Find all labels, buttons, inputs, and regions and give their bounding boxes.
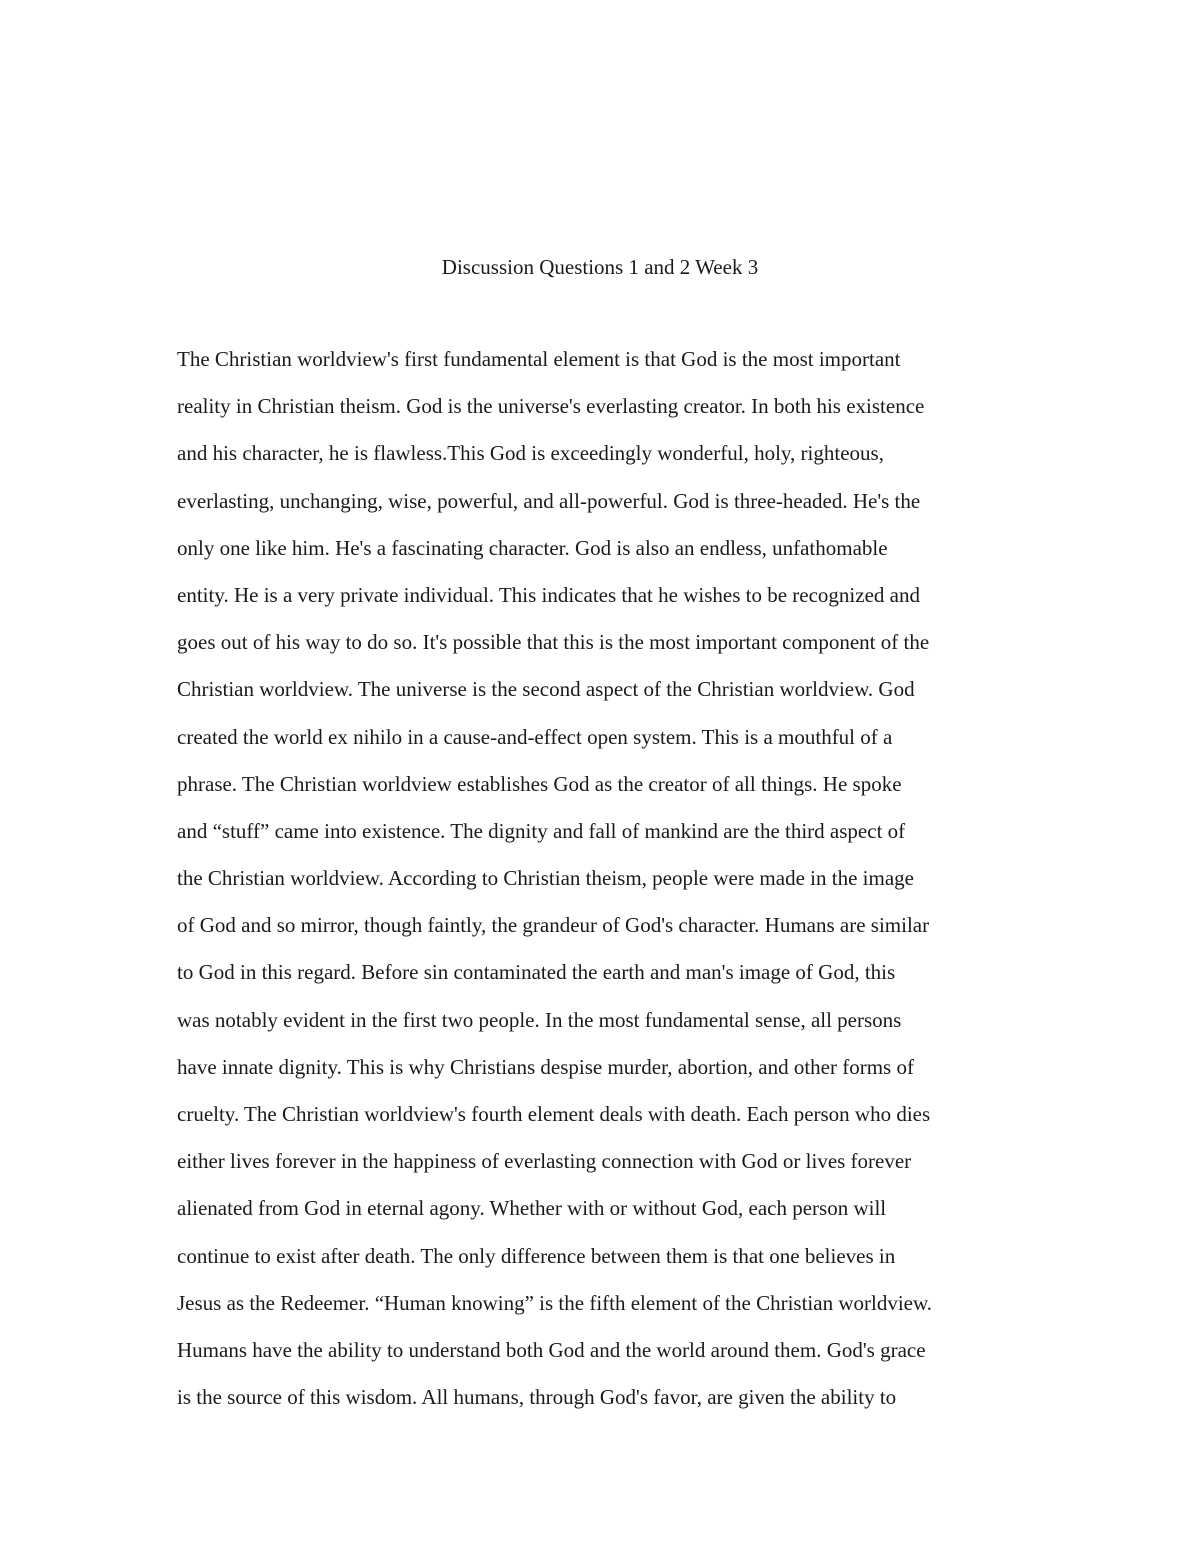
body-text-line: Humans have the ability to understand both God and the world around them. God's grace [177,1337,926,1362]
body-text-line: phrase. The Christian worldview establishes God as the creator of all things. He spoke [177,771,902,796]
body-text-line: cruelty. The Christian worldview's fourth element deals with death. Each person who dies [177,1102,931,1126]
body-text-line: continue to exist after death. The only difference between them is that one believes in [177,1243,896,1268]
body-text-line: the Christian worldview. According to Christian theism, people were made in the image [177,866,914,891]
body-text-line: and his character, he is flawless.This God is exceedingly wonderful, holy, righteous, [177,441,884,466]
body-text-line: was notably evident in the first two people. In the most fundamental sense, all persons [177,1007,902,1032]
body-text-line: is the source of this wisdom. All humans, through God's favor, are given the ability to [177,1385,897,1410]
document-title: Discussion Questions 1 and 2 Week 3 [441,255,759,279]
body-text-line: and “stuff” came into existence. The dignity and fall of mankind are the third aspect of [177,818,906,843]
body-text-line: Christian worldview. The universe is the second aspect of the Christian worldview. God [177,677,915,702]
body-text-line: to God in this regard. Before sin contaminated the earth and man's image of God, this [177,960,896,985]
document-body [177,344,1037,1429]
body-text-line: reality in Christian theism. God is the universe's everlasting creator. In both his existence [177,394,925,419]
body-text-line: have innate dignity. This is why Christians despise murder, abortion, and other forms of [177,1054,914,1079]
body-text-line: everlasting, unchanging, wise, powerful, and all-powerful. God is three-headed. He's the [177,488,921,513]
body-text-line: created the world ex nihilo in a cause-and-effect open system. This is a mouthful of a [177,724,893,749]
body-text-line: alienated from God in eternal agony. Whether with or without God, each person will [177,1196,887,1221]
body-text-line: of God and so mirror, though faintly, the grandeur of God's character. Humans are similar [177,913,930,938]
body-text-line: only one like him. He's a fascinating character. God is also an endless, unfathomable [177,535,888,560]
body-text-line: The Christian worldview's first fundamental element is that God is the most important [177,347,901,371]
body-text-line: Jesus as the Redeemer. “Human knowing” is the fifth element of the Christian worldview. [177,1290,933,1315]
body-text-line: either lives forever in the happiness of everlasting connection with God or lives forever [177,1149,912,1174]
body-text-line: entity. He is a very private individual. This indicates that he wishes to be recognized and [177,582,920,607]
body-text-line: goes out of his way to do so. It's possible that this is the most important component of the [177,630,930,655]
